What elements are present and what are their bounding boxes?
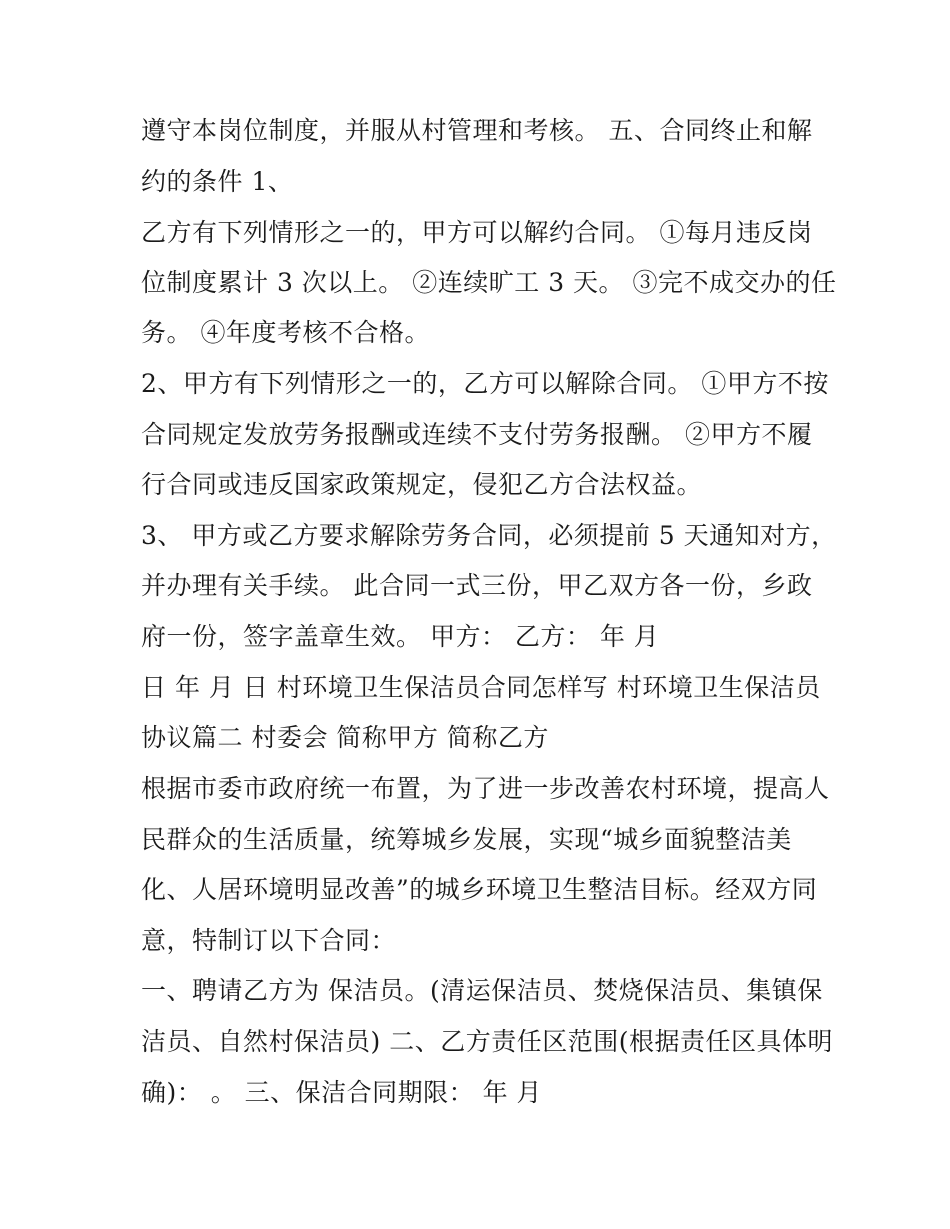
text-line-10: 并办理有关手续。 此合同一式三份，甲乙双方各一份，乡政 xyxy=(141,571,813,600)
text-line-12: 日 年 月 日 村环境卫生保洁员合同怎样写 村环境卫生保洁员 xyxy=(141,673,821,702)
text-line-1: 遵守本岗位制度，并服从村管理和考核。 五、合同终止和解 xyxy=(141,116,813,145)
text-line-9: 3、 甲方或乙方要求解除劳务合同，必须提前 5 天通知对方， xyxy=(141,521,837,550)
text-line-4: 位制度累计 3 次以上。 ②连续旷工 3 天。 ③完不成交办的任 xyxy=(141,268,837,297)
text-line-3: 乙方有下列情形之一的，甲方可以解约合同。 ①每月违反岗 xyxy=(141,218,813,247)
text-line-5: 务。 ④年度考核不合格。 xyxy=(141,318,430,347)
text-line-20: 确)： 。 三、保洁合同期限： 年 月 xyxy=(141,1078,543,1107)
text-line-2: 约的条件 1、 xyxy=(141,167,294,196)
text-line-15: 民群众的生活质量，统筹城乡发展，实现“城乡面貌整洁美 xyxy=(141,825,792,854)
text-line-13: 协议篇二 村委会 简称甲方 简称乙方 xyxy=(141,723,549,752)
text-line-19: 洁员、自然村保洁员) 二、乙方责任区范围(根据责任区具体明 xyxy=(141,1027,833,1056)
text-line-11: 府一份，签字盖章生效。 甲方： 乙方： 年 月 xyxy=(141,622,660,651)
text-line-16: 化、人居环境明显改善”的城乡环境卫生整洁目标。经双方同 xyxy=(141,875,818,904)
text-line-17: 意，特制订以下合同： xyxy=(141,926,397,955)
text-line-6: 2、甲方有下列情形之一的，乙方可以解除合同。 ①甲方不按 xyxy=(141,369,829,398)
text-line-18: 一、聘请乙方为 保洁员。(清运保洁员、焚烧保洁员、集镇保 xyxy=(141,976,823,1005)
text-line-7: 合同规定发放劳务报酬或连续不支付劳务报酬。 ②甲方不履 xyxy=(141,420,813,449)
text-line-14: 根据市委市政府统一布置，为了进一步改善农村环境，提高人 xyxy=(141,774,830,803)
text-line-8: 行合同或违反国家政策规定，侵犯乙方合法权益。 xyxy=(141,470,703,499)
